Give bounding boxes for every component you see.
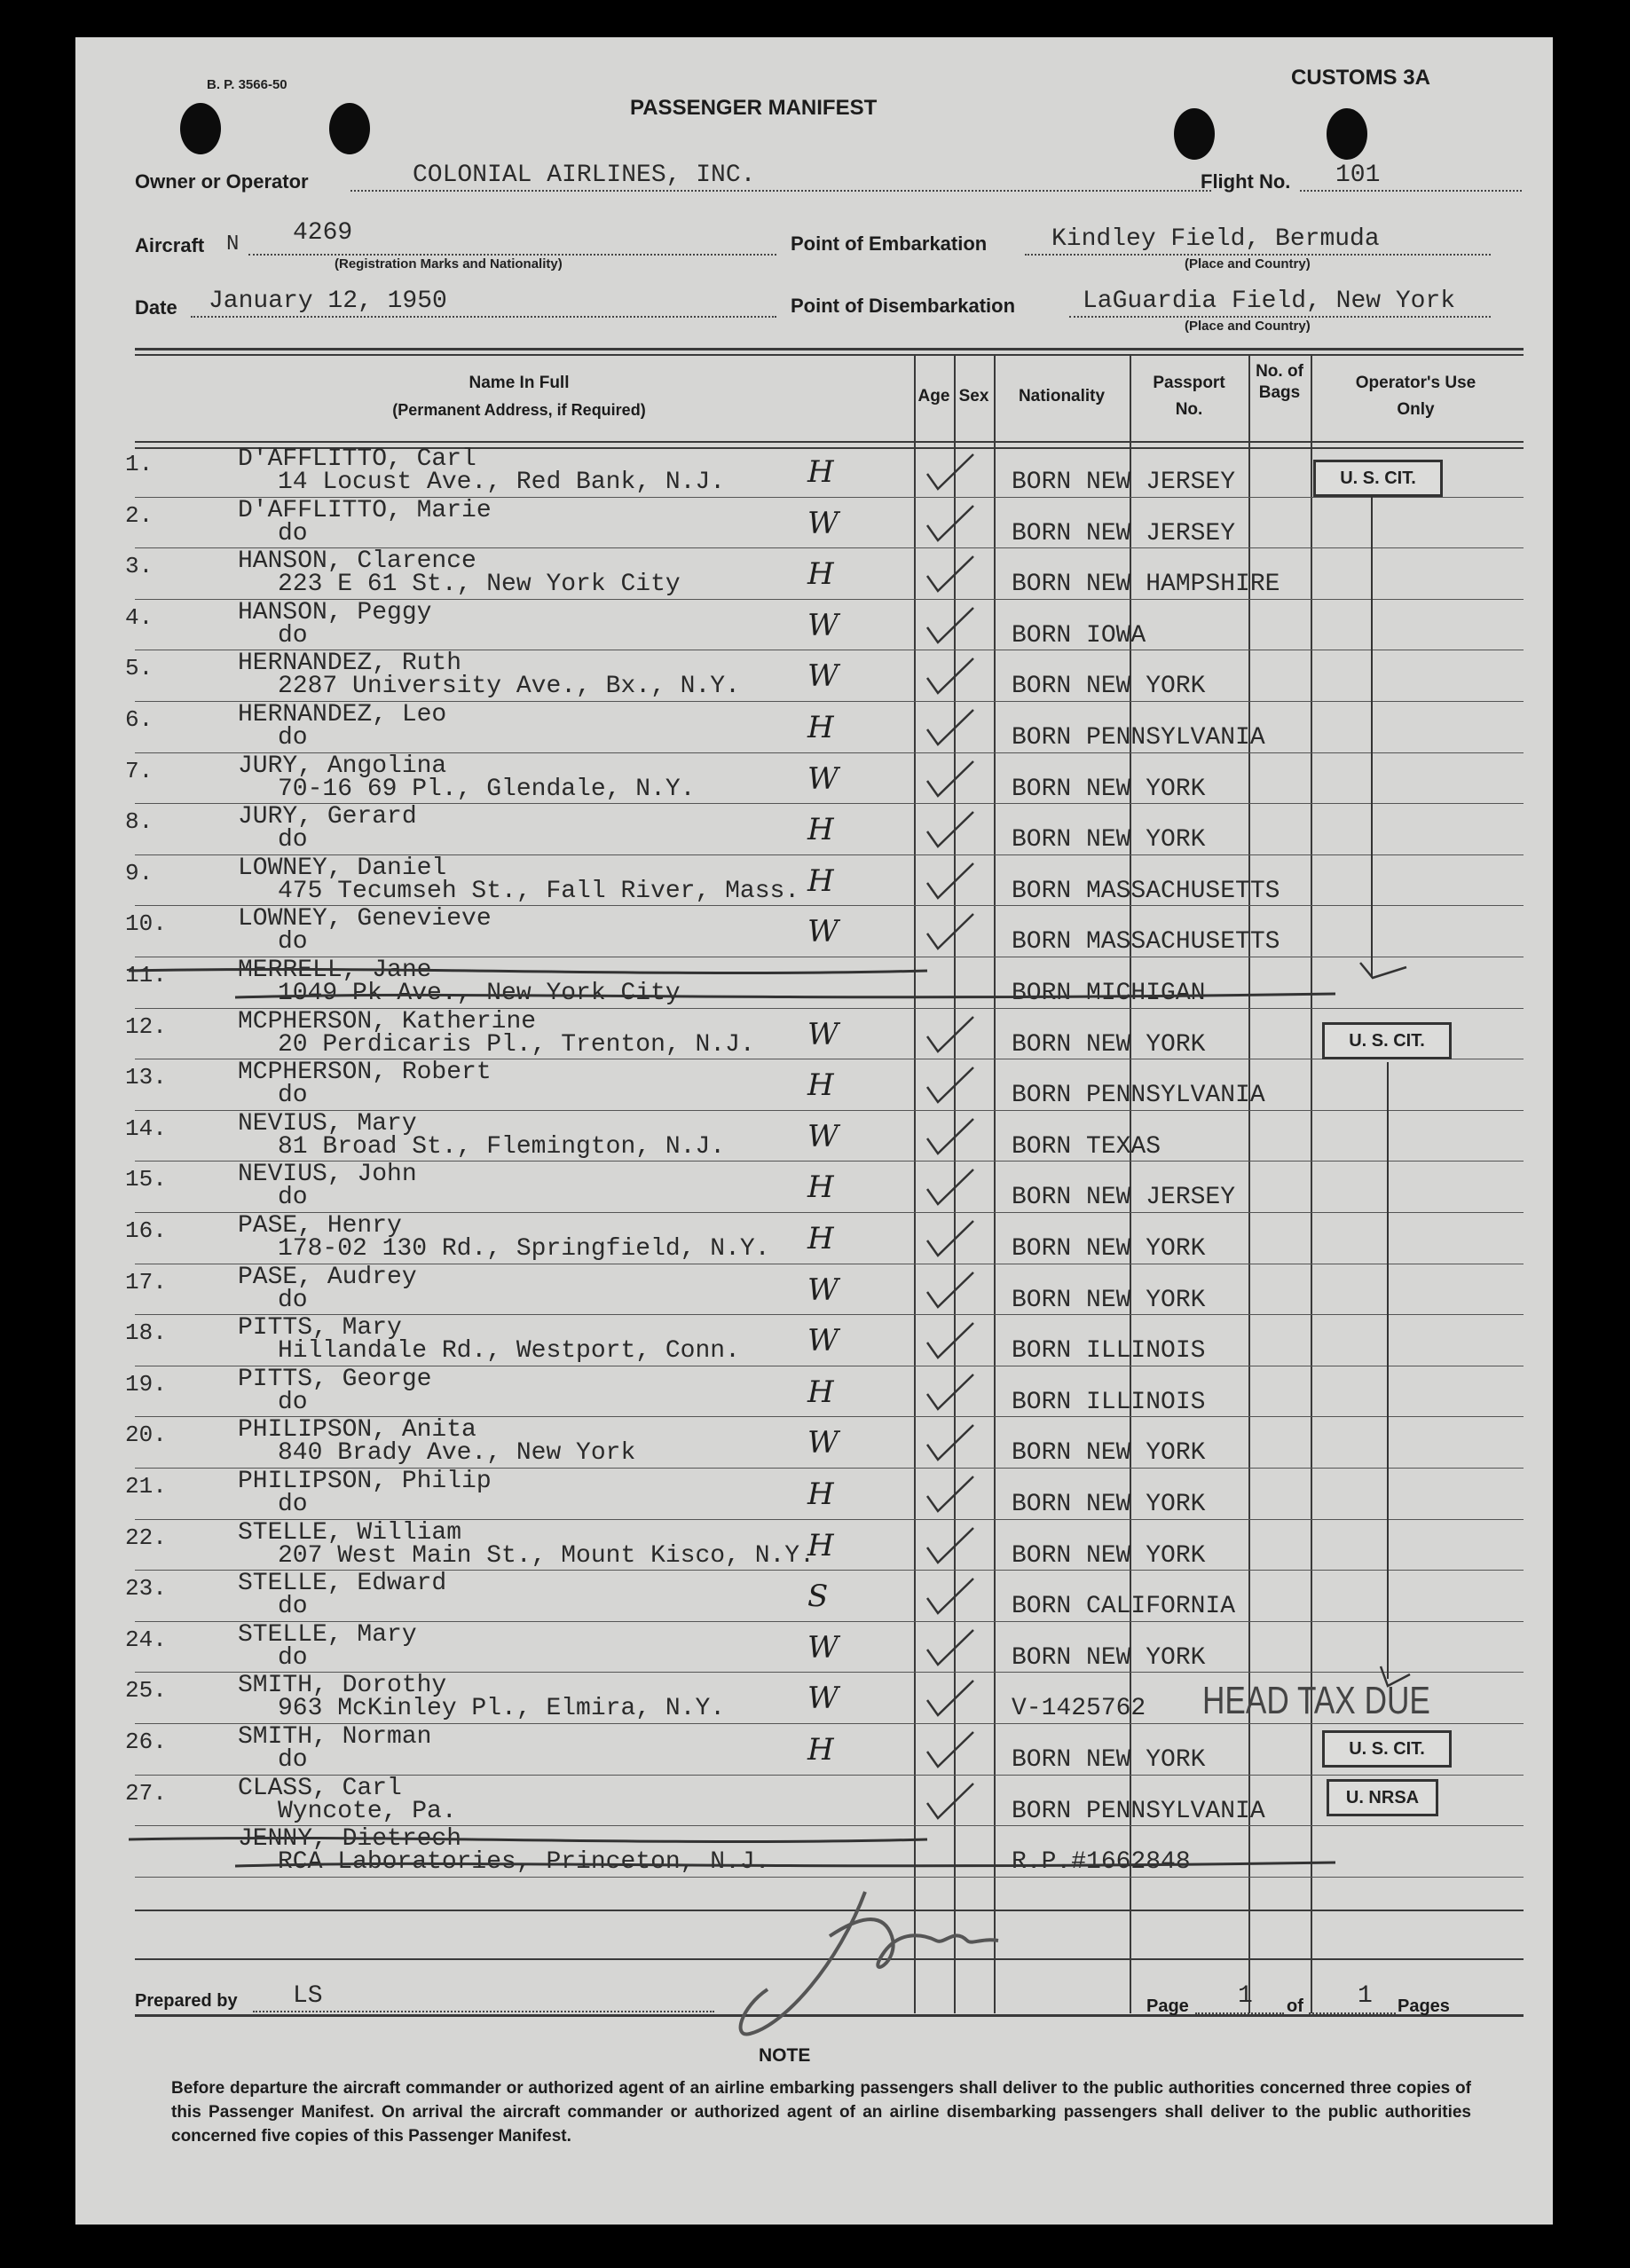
embark-label: Point of Embarkation bbox=[791, 232, 988, 255]
passenger-name: STELLE, Mary bbox=[238, 1620, 417, 1649]
col-bags: No. of Bags bbox=[1256, 362, 1303, 402]
passenger-name: PHILIPSON, Anita bbox=[238, 1416, 476, 1445]
check-mark bbox=[918, 1062, 980, 1106]
table-row bbox=[75, 1367, 1553, 1419]
sex-mark: W bbox=[807, 1118, 839, 1154]
sex-mark: W bbox=[807, 658, 839, 695]
arrow-mark bbox=[1358, 960, 1411, 987]
passenger-name: MCPHERSON, Robert bbox=[238, 1059, 492, 1087]
col-nationality: Nationality bbox=[1018, 387, 1106, 406]
row-number: 17. bbox=[125, 1268, 167, 1295]
embark-value: Kindley Field, Bermuda bbox=[1051, 225, 1380, 253]
table-row bbox=[75, 907, 1553, 958]
passenger-address: do bbox=[278, 1184, 308, 1212]
row-number: 27. bbox=[125, 1779, 167, 1807]
passenger-name: MERRELL, Jane bbox=[238, 957, 432, 984]
passenger-name: JENNY, Dietrech bbox=[238, 1825, 462, 1854]
check-mark bbox=[918, 1625, 980, 1669]
nationality-value: BORN NEW YORK bbox=[1012, 1643, 1206, 1672]
sex-mark: H bbox=[807, 1527, 834, 1563]
sex-mark: W bbox=[807, 760, 839, 797]
passenger-address: 207 West Main St., Mount Kisco, N.Y. bbox=[278, 1541, 815, 1570]
nationality-value: BORN NEW YORK bbox=[1012, 1746, 1206, 1774]
passenger-address: 963 McKinley Pl., Elmira, N.Y. bbox=[278, 1695, 726, 1723]
table-row bbox=[75, 496, 1553, 550]
check-mark bbox=[918, 1267, 980, 1311]
check-mark bbox=[918, 1318, 980, 1362]
flight-label: Flight No. bbox=[1201, 170, 1291, 193]
row-number: 13. bbox=[125, 1064, 167, 1091]
disembark-label: Point of Disembarkation bbox=[791, 295, 1016, 317]
punch-hole bbox=[1174, 108, 1215, 160]
row-number: 19. bbox=[125, 1370, 167, 1398]
passenger-address: 20 Perdicaris Pl., Trenton, N.J. bbox=[278, 1030, 755, 1059]
row-number: 4. bbox=[125, 603, 154, 631]
row-number: 15. bbox=[125, 1166, 167, 1193]
passenger-name: STELLE, William bbox=[238, 1518, 462, 1547]
nationality-value: BORN NEW JERSEY bbox=[1012, 469, 1236, 496]
passenger-name: HERNANDEZ, Ruth bbox=[238, 650, 462, 678]
row-number: 9. bbox=[125, 859, 154, 886]
col-passport: Passport No. bbox=[1153, 374, 1225, 419]
sex-mark: W bbox=[807, 1629, 839, 1666]
passenger-address: do bbox=[278, 621, 308, 650]
row-number: 18. bbox=[125, 1319, 167, 1347]
row-number: 20. bbox=[125, 1421, 167, 1449]
row-number: 16. bbox=[125, 1217, 167, 1244]
table-row bbox=[75, 754, 1553, 806]
us-cit-stamp: U. S. CIT. bbox=[1322, 1730, 1452, 1768]
signature bbox=[732, 1856, 1051, 2051]
form-number: CUSTOMS 3A bbox=[1291, 66, 1430, 90]
date-label: Date bbox=[135, 296, 177, 319]
nationality-value: BORN NEW YORK bbox=[1012, 1439, 1206, 1468]
passenger-address: do bbox=[278, 724, 308, 752]
passenger-address: do bbox=[278, 519, 308, 547]
page-value: 1 bbox=[1238, 1982, 1253, 2010]
nationality-value: BORN NEW YORK bbox=[1012, 826, 1206, 854]
row-number: 10. bbox=[125, 910, 167, 938]
sex-mark: S bbox=[807, 1579, 829, 1615]
table-row bbox=[75, 1418, 1553, 1469]
passenger-name: D'AFFLITTO, Carl bbox=[238, 445, 476, 473]
nationality-value: BORN NEW YORK bbox=[1012, 1491, 1206, 1518]
passenger-name: LOWNEY, Daniel bbox=[238, 854, 447, 882]
check-mark bbox=[918, 756, 980, 800]
nrsa-stamp: U. NRSA bbox=[1327, 1779, 1438, 1816]
nationality-value: BORN NEW YORK bbox=[1012, 1541, 1206, 1570]
check-mark bbox=[918, 1114, 980, 1158]
check-mark bbox=[918, 449, 980, 493]
check-mark bbox=[918, 1675, 980, 1720]
flight-value: 101 bbox=[1335, 161, 1381, 189]
sex-mark: H bbox=[807, 1221, 834, 1256]
check-mark bbox=[918, 858, 980, 902]
nationality-value: BORN MASSACHUSETTS bbox=[1012, 877, 1280, 905]
nationality-value: V-1425762 bbox=[1012, 1695, 1146, 1723]
us-cit-stamp: U. S. CIT. bbox=[1313, 460, 1443, 497]
passenger-name: CLASS, Carl bbox=[238, 1774, 402, 1802]
nationality-value: BORN ILLINOIS bbox=[1012, 1388, 1206, 1416]
nationality-value: BORN NEW YORK bbox=[1012, 673, 1206, 701]
nationality-value: BORN CALIFORNIA bbox=[1012, 1593, 1236, 1621]
passenger-name: LOWNEY, Genevieve bbox=[238, 905, 492, 933]
row-number: 3. bbox=[125, 553, 154, 580]
table-row bbox=[75, 1060, 1553, 1112]
aircraft-sub: (Registration Marks and Nationality) bbox=[335, 256, 563, 272]
passenger-address: RCA Laboratories, Princeton, N.J. bbox=[278, 1848, 770, 1877]
sex-mark: H bbox=[807, 1067, 834, 1104]
us-cit-stamp: U. S. CIT. bbox=[1322, 1022, 1452, 1059]
check-mark bbox=[918, 1164, 980, 1209]
table-row bbox=[75, 1214, 1553, 1265]
owner-label: Owner or Operator bbox=[135, 170, 309, 193]
row-number: 6. bbox=[125, 706, 154, 733]
check-mark bbox=[918, 602, 980, 647]
sex-mark: H bbox=[807, 1374, 834, 1410]
nationality-value: BORN NEW YORK bbox=[1012, 1286, 1206, 1314]
check-mark bbox=[918, 909, 980, 953]
row-number: 12. bbox=[125, 1012, 167, 1040]
disembark-value: LaGuardia Field, New York bbox=[1083, 287, 1456, 315]
check-mark bbox=[918, 1573, 980, 1618]
passenger-address: 840 Brady Ave., New York bbox=[278, 1439, 636, 1468]
passenger-address: do bbox=[278, 1082, 308, 1110]
row-number: 7. bbox=[125, 757, 154, 784]
table-row bbox=[75, 598, 1553, 652]
nationality-value: BORN PENNSYLVANIA bbox=[1012, 1797, 1265, 1825]
col-name-sub: (Permanent Address, if Required) bbox=[392, 401, 646, 419]
check-mark bbox=[918, 1523, 980, 1567]
passenger-address: 70-16 69 Pl., Glendale, N.Y. bbox=[278, 775, 696, 803]
sex-mark: H bbox=[807, 454, 834, 490]
table-row bbox=[75, 703, 1553, 754]
nationality-value: BORN MASSACHUSETTS bbox=[1012, 928, 1280, 957]
nationality-value: BORN NEW YORK bbox=[1012, 1030, 1206, 1059]
passenger-address: 475 Tecumseh St., Fall River, Mass. bbox=[278, 877, 800, 905]
col-name: Name In Full bbox=[469, 374, 570, 392]
table-row bbox=[75, 856, 1553, 908]
passenger-address: Hillandale Rd., Westport, Conn. bbox=[278, 1337, 740, 1366]
passenger-address: 178-02 130 Rd., Springfield, N.Y. bbox=[278, 1235, 770, 1263]
passenger-name: MCPHERSON, Katherine bbox=[238, 1007, 537, 1036]
nationality-value: BORN NEW JERSEY bbox=[1012, 1184, 1236, 1212]
sex-mark: W bbox=[807, 1425, 839, 1461]
sex-mark: W bbox=[807, 1681, 839, 1717]
manifest-page bbox=[75, 37, 1553, 2225]
passenger-name: PASE, Henry bbox=[238, 1212, 402, 1240]
passenger-address: do bbox=[278, 928, 308, 957]
sex-mark: W bbox=[807, 1323, 839, 1359]
table-row bbox=[75, 651, 1553, 703]
check-mark bbox=[918, 500, 980, 545]
nationality-value: BORN NEW YORK bbox=[1012, 775, 1206, 803]
passenger-name: PITTS, Mary bbox=[238, 1314, 402, 1343]
row-number: 11. bbox=[125, 962, 167, 988]
punch-hole bbox=[180, 103, 221, 154]
check-mark bbox=[918, 1012, 980, 1056]
row-number: 26. bbox=[125, 1729, 167, 1755]
sex-mark: H bbox=[807, 1732, 834, 1768]
row-number: 14. bbox=[125, 1114, 167, 1142]
nationality-value: BORN PENNSYLVANIA bbox=[1012, 724, 1265, 752]
row-number: 2. bbox=[125, 501, 154, 529]
nationality-value: BORN IOWA bbox=[1012, 621, 1146, 650]
table-row bbox=[75, 549, 1553, 601]
table-row bbox=[75, 1162, 1553, 1214]
passenger-address: do bbox=[278, 1593, 308, 1621]
passenger-name: PITTS, George bbox=[238, 1365, 432, 1393]
passenger-name: JURY, Gerard bbox=[238, 803, 417, 831]
pages-label: Pages bbox=[1398, 1996, 1450, 2016]
passenger-address: 1049 Pk Ave., New York City bbox=[278, 980, 681, 1007]
check-mark bbox=[918, 551, 980, 595]
passenger-address: do bbox=[278, 1491, 308, 1518]
col-sex: Sex bbox=[958, 387, 989, 406]
row-number: 1. bbox=[125, 451, 154, 477]
sex-mark: H bbox=[807, 862, 834, 899]
passenger-address: do bbox=[278, 1286, 308, 1314]
sex-mark: W bbox=[807, 914, 839, 950]
passenger-address: do bbox=[278, 1746, 308, 1774]
sex-mark: H bbox=[807, 1477, 834, 1512]
table-row bbox=[75, 1316, 1553, 1367]
aircraft-prefix: N bbox=[226, 232, 240, 256]
form-code: B. P. 3566-50 bbox=[207, 77, 287, 92]
passenger-name: SMITH, Norman bbox=[238, 1723, 432, 1751]
strike-through bbox=[129, 958, 1389, 1008]
check-mark bbox=[918, 1420, 980, 1464]
passenger-name: HANSON, Peggy bbox=[238, 598, 432, 626]
row-number: 22. bbox=[125, 1524, 167, 1551]
passenger-name: STELLE, Edward bbox=[238, 1570, 447, 1598]
row-number: 23. bbox=[125, 1575, 167, 1603]
table-row bbox=[75, 1518, 1553, 1572]
sex-mark: H bbox=[807, 1169, 834, 1206]
check-mark bbox=[918, 1216, 980, 1260]
passenger-name: D'AFFLITTO, Marie bbox=[238, 496, 492, 524]
passenger-address: do bbox=[278, 1388, 308, 1416]
check-mark bbox=[918, 705, 980, 749]
passenger-address: do bbox=[278, 1643, 308, 1672]
check-mark bbox=[918, 807, 980, 851]
prepared-label: Prepared by bbox=[135, 1991, 238, 2011]
page-label: Page bbox=[1146, 1996, 1189, 2016]
check-mark bbox=[918, 1727, 980, 1771]
check-mark bbox=[918, 1778, 980, 1823]
owner-value: COLONIAL AIRLINES, INC. bbox=[413, 161, 756, 189]
aircraft-value: 4269 bbox=[293, 219, 353, 247]
pages-value: 1 bbox=[1358, 1982, 1373, 2010]
passenger-name: JURY, Angolina bbox=[238, 752, 447, 780]
nationality-value: BORN PENNSYLVANIA bbox=[1012, 1082, 1265, 1110]
row-number: 5. bbox=[125, 655, 154, 682]
passenger-address: 14 Locust Ave., Red Bank, N.J. bbox=[278, 469, 726, 496]
row-number: 21. bbox=[125, 1473, 167, 1500]
passenger-address: Wyncote, Pa. bbox=[278, 1797, 457, 1825]
check-mark bbox=[918, 1471, 980, 1516]
passenger-name: NEVIUS, Mary bbox=[238, 1109, 417, 1138]
table-row bbox=[75, 1469, 1553, 1521]
sex-mark: H bbox=[807, 556, 834, 593]
note-text: Before departure the aircraft commander or authorized agent of an airline embarking passengers shall deliver to the public authorities concerned three copies of this Passenger Manifest. On arrival the aircraft commander or authorized agent of an airline disembarking passengers shall deliver to the public authorities concerned five copies of this Passenger Manifest. bbox=[171, 2079, 1471, 2146]
sex-mark: H bbox=[807, 710, 834, 745]
date-value: January 12, 1950 bbox=[209, 287, 447, 315]
nationality-value: BORN NEW YORK bbox=[1012, 1235, 1206, 1263]
check-mark bbox=[918, 1369, 980, 1414]
punch-hole bbox=[329, 103, 370, 154]
disembark-sub: (Place and Country) bbox=[1185, 319, 1311, 334]
nationality-value: BORN MICHIGAN bbox=[1012, 980, 1206, 1007]
table-row bbox=[75, 1265, 1553, 1317]
passenger-name: PASE, Audrey bbox=[238, 1263, 417, 1291]
row-number: 24. bbox=[125, 1626, 167, 1653]
nationality-value: R.P.#1662848 bbox=[1012, 1848, 1191, 1877]
row-number: 8. bbox=[125, 808, 154, 836]
embark-sub: (Place and Country) bbox=[1185, 256, 1311, 272]
passenger-address: 2287 University Ave., Bx., N.Y. bbox=[278, 673, 740, 701]
aircraft-label: Aircraft bbox=[135, 234, 205, 256]
table-row bbox=[75, 1620, 1553, 1674]
sex-mark: H bbox=[807, 812, 834, 848]
of-label: of bbox=[1287, 1996, 1303, 2016]
sex-mark: W bbox=[807, 1016, 839, 1052]
nationality-value: BORN ILLINOIS bbox=[1012, 1337, 1206, 1366]
passenger-name: HANSON, Clarence bbox=[238, 547, 476, 576]
table-row bbox=[75, 1109, 1553, 1163]
passenger-name: SMITH, Dorothy bbox=[238, 1672, 447, 1700]
note-title: NOTE bbox=[759, 2045, 811, 2066]
sex-mark: W bbox=[807, 505, 839, 541]
col-operator: Operator's Use Only bbox=[1355, 374, 1476, 419]
nationality-value: BORN NEW HAMPSHIRE bbox=[1012, 571, 1280, 599]
passenger-address: 81 Broad St., Flemington, N.J. bbox=[278, 1132, 726, 1161]
passenger-address: do bbox=[278, 826, 308, 854]
passenger-name: HERNANDEZ, Leo bbox=[238, 701, 447, 728]
sex-mark: W bbox=[807, 607, 839, 643]
passenger-name: NEVIUS, John bbox=[238, 1161, 417, 1189]
table-row bbox=[75, 805, 1553, 856]
head-tax-stamp: HEAD TAX DUE bbox=[1202, 1679, 1430, 1722]
nationality-value: BORN NEW JERSEY bbox=[1012, 519, 1236, 547]
row-number: 25. bbox=[125, 1677, 167, 1705]
table-row bbox=[75, 958, 1553, 1010]
passenger-name: PHILIPSON, Philip bbox=[238, 1468, 492, 1495]
punch-hole bbox=[1327, 108, 1367, 160]
page-title: PASSENGER MANIFEST bbox=[630, 96, 878, 120]
prepared-value: LS bbox=[293, 1982, 323, 2010]
check-mark bbox=[918, 653, 980, 697]
sex-mark: W bbox=[807, 1272, 839, 1308]
table-row bbox=[75, 1571, 1553, 1623]
col-age: Age bbox=[917, 387, 950, 406]
nationality-value: BORN TEXAS bbox=[1012, 1132, 1161, 1161]
passenger-address: 223 E 61 St., New York City bbox=[278, 571, 681, 599]
